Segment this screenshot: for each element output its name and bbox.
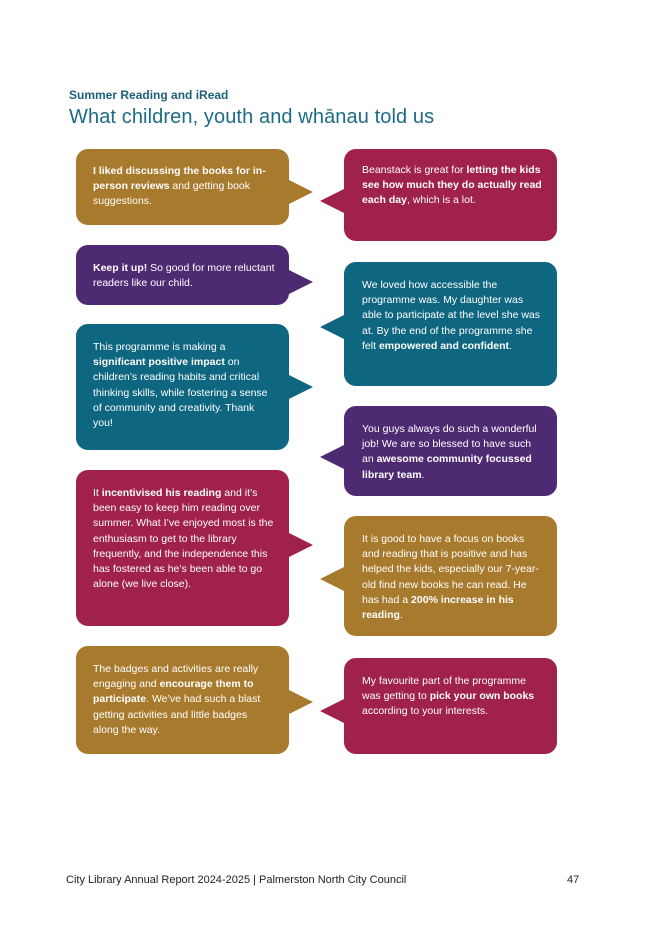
quote-text: It is good to have a focus on books and reading that is positive and has helped the kids, especially our 7-year-old find new books he can read. He has had a xyxy=(362,533,539,606)
quote-text: My favourite part of the programme was getting to xyxy=(362,675,526,703)
quote-emphasis: I liked discussing the books for in-person reviews xyxy=(93,165,266,193)
quote-emphasis: significant positive impact xyxy=(93,356,225,369)
footer-report-title: City Library Annual Report 2024-2025 | Palmerston North City Council xyxy=(66,874,407,886)
quote-text: , which is a lot. xyxy=(406,194,476,207)
bubble-tail xyxy=(320,314,346,340)
bubble-tail xyxy=(320,188,346,214)
bubble-tail xyxy=(287,269,313,295)
quote-text: and getting book suggestions. xyxy=(93,180,251,208)
quote-bubble-in-person-reviews xyxy=(76,149,289,225)
quote-emphasis: encourage them to participate xyxy=(93,678,254,706)
quote-emphasis: awesome community focussed library team xyxy=(362,453,532,481)
quote-text: So good for more reluctant readers like our child. xyxy=(93,262,275,290)
quote-text: . xyxy=(399,609,403,622)
quote-emphasis: 200% increase in his reading xyxy=(362,593,514,622)
bubble-tail xyxy=(320,444,346,470)
quote-text: This programme is making a xyxy=(93,341,226,353)
quote-emphasis: letting the kids see how much they do actually read each day xyxy=(362,164,542,207)
quote-bubble-beanstack xyxy=(344,149,557,241)
quote-text: and it’s been easy to keep him reading over summer. What I’ve enjoyed most is the enthusiasm to get to the library frequently, and the independence this has fostered as he’s been able to go alone (we live close). xyxy=(93,487,274,591)
bubble-tail xyxy=(287,689,313,715)
quote-text: Beanstack is great for xyxy=(362,164,467,176)
bubble-tail xyxy=(287,374,313,400)
quote-bubble-library-team xyxy=(344,406,557,496)
quote-bubble-200-percent xyxy=(344,516,557,636)
quote-bubble-positive-impact xyxy=(76,324,289,450)
quote-emphasis: incentivised his reading xyxy=(101,487,222,499)
bubble-tail xyxy=(320,566,346,592)
bubble-tail xyxy=(287,532,313,558)
section-kicker: Summer Reading and iRead xyxy=(69,88,229,102)
quote-text: You guys always do such a wonderful job! We are so blessed to have such an xyxy=(362,423,537,466)
page-title: What children, youth and whānau told us xyxy=(69,106,435,128)
quote-bubble-pick-own-books xyxy=(344,658,557,754)
quote-text: We loved how accessible the programme was. My daughter was able to participate at the level she was at. By the end of the programme she felt xyxy=(362,279,541,352)
quote-text: on children’s reading habits and critical thinking skills, while fostering a sense of community and creativity. Thank you! xyxy=(93,356,268,430)
quote-text: . We’ve had such a blast getting activities and little badges along the way. xyxy=(93,693,261,736)
quote-text: It xyxy=(93,487,102,499)
quote-emphasis: pick your own books xyxy=(429,690,535,703)
quote-bubble-accessible xyxy=(344,262,557,386)
quote-emphasis: empowered and confident xyxy=(378,339,510,352)
quote-text: according to your interests. xyxy=(362,705,489,718)
quote-text: . xyxy=(509,339,512,352)
quote-bubble-badges xyxy=(76,646,289,754)
quote-bubble-incentivised xyxy=(76,470,289,626)
bubble-tail xyxy=(287,179,313,205)
quote-bubble-keep-it-up xyxy=(76,245,289,305)
quote-text: . xyxy=(421,468,425,481)
bubble-tail xyxy=(320,698,346,724)
page-number: 47 xyxy=(567,874,580,886)
quote-text: The badges and activities are really engaging and xyxy=(93,663,259,691)
quote-emphasis: Keep it up! xyxy=(93,262,148,274)
